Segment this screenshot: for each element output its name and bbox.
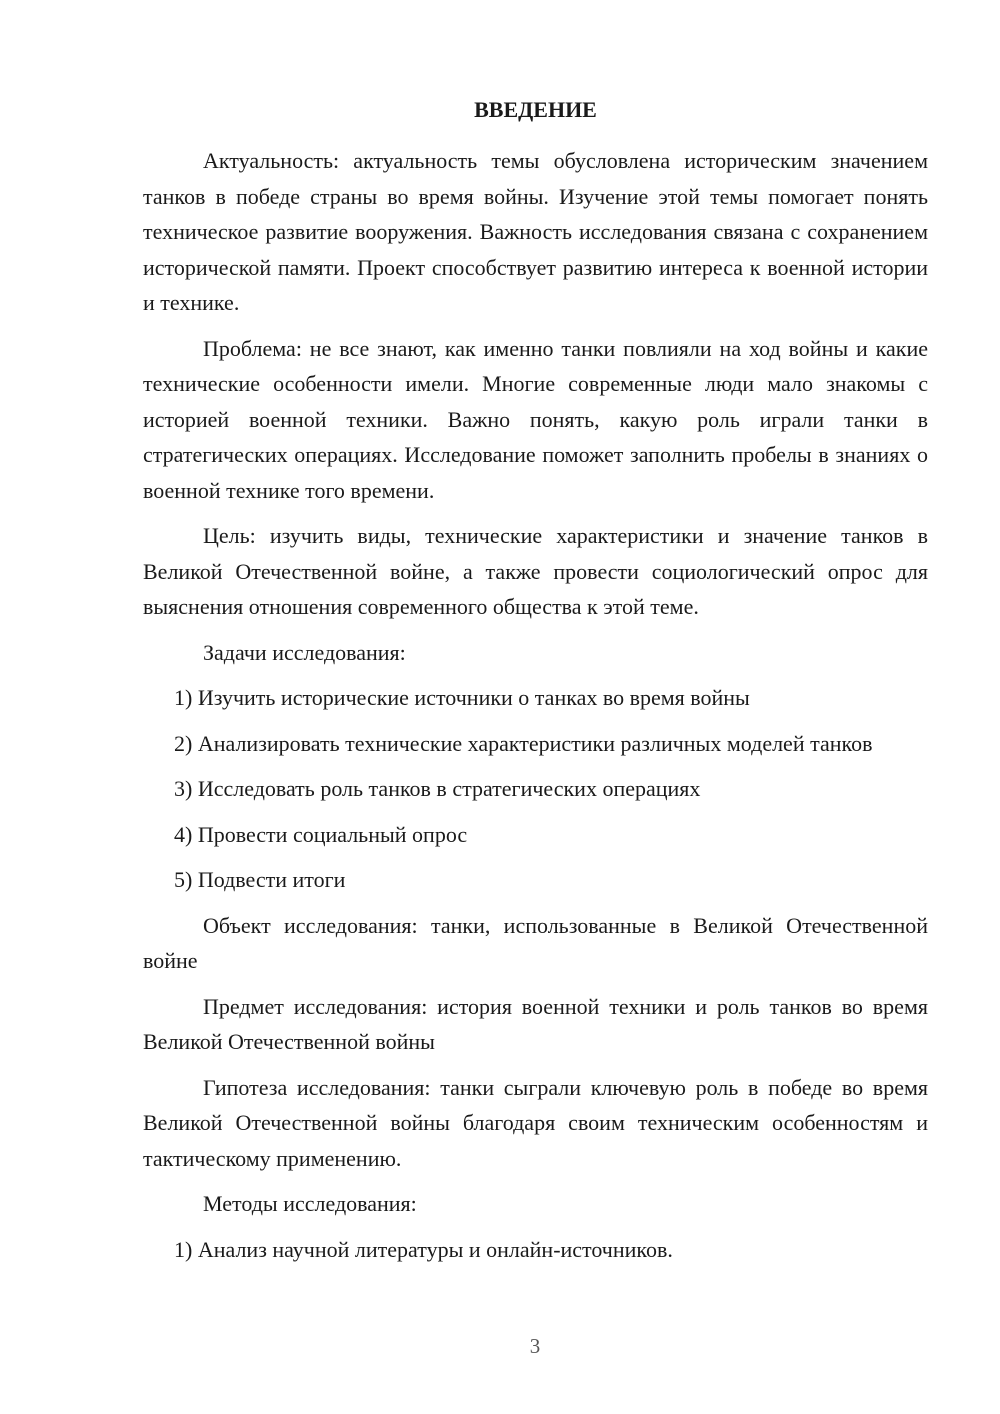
method-item-1: 1) Анализ научной литературы и онлайн-источников. <box>174 1236 673 1262</box>
task-item-5: 5) Подвести итоги <box>174 867 346 892</box>
page-number: 3 <box>529 1334 541 1358</box>
paragraph-relevance: Актуальность: актуальность темы обусловлена историческим значением танков в победе страны во время войны. Изучение этой темы помогает понять техническое развитие вооружения. Важность исследования связана с сохранением исторической памяти. Проект способствует развитию интереса к военной истории и технике. <box>143 148 928 315</box>
task-item-4: 4) Провести социальный опрос <box>174 821 468 847</box>
paragraph-hypothesis: Гипотеза исследования: танки сыграли ключевую роль в победе во время Великой Отечественной войны благодаря своим техническим особенностям и тактическому применению. <box>143 1074 928 1171</box>
task-item-3: 3) Исследовать роль танков в стратегических операциях <box>174 776 701 801</box>
task-item-2: 2) Анализировать технические характеристики различных моделей танков <box>174 730 873 756</box>
task-item-1: 1) Изучить исторические источники о танках во время войны <box>174 685 750 710</box>
document-page <box>143 95 928 1277</box>
methods-heading: Методы исследования: <box>203 1191 417 1216</box>
paragraph-goal: Цель: изучить виды, технические характеристики и значение танков в Великой Отечественной войне, а также провести социологический опрос для выяснения отношения современного общества к этой теме. <box>143 523 928 619</box>
tasks-heading: Задачи исследования: <box>203 639 406 665</box>
paragraph-object: Объект исследования: танки, использованные в Великой Отечественной войне <box>143 912 928 973</box>
section-title: ВВЕДЕНИЕ <box>474 97 597 122</box>
paragraph-subject: Предмет исследования: история военной техники и роль танков во время Великой Отечественной войны <box>143 993 928 1054</box>
paragraph-problem: Проблема: не все знают, как именно танки повлияли на ход войны и какие технические особенности имели. Многие современные люди мало знакомы с историей военной техники. Важно понять, какую роль играли танки в стратегических операциях. Исследование поможет заполнить пробелы в знаниях о военной технике того времени. <box>143 335 928 503</box>
